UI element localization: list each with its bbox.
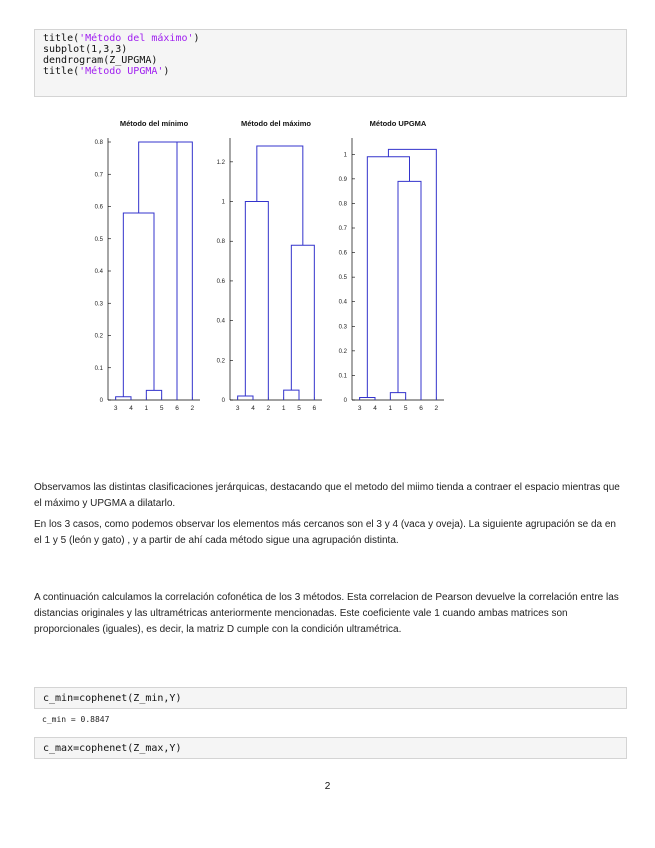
dendrogram-link bbox=[388, 149, 436, 400]
y-tick-label: 0.4 bbox=[338, 299, 347, 306]
x-tick-label: 6 bbox=[419, 405, 423, 410]
y-tick-label: 0 bbox=[221, 398, 225, 404]
y-tick-label: 0.4 bbox=[216, 318, 225, 325]
x-tick-label: 3 bbox=[235, 405, 240, 410]
y-tick-label: 0.2 bbox=[216, 358, 225, 365]
dendrogram-link bbox=[238, 396, 253, 400]
code-cmax-line: c_max=cophenet(Z_max,Y) bbox=[43, 743, 182, 754]
y-tick-label: 0.7 bbox=[94, 172, 103, 179]
x-tick-label: 5 bbox=[403, 405, 408, 410]
dendrogram-link bbox=[291, 245, 314, 400]
code-cell-cmax[interactable] bbox=[34, 737, 627, 759]
code-cell-top[interactable] bbox=[34, 29, 627, 97]
y-tick-label: 1.2 bbox=[216, 159, 225, 166]
x-tick-label: 1 bbox=[144, 405, 149, 410]
y-tick-label: 0.5 bbox=[94, 236, 103, 243]
y-tick-label: 0.1 bbox=[338, 373, 347, 380]
chart-title: Método del máximo bbox=[240, 119, 312, 128]
y-tick-label: 1 bbox=[221, 199, 225, 206]
chart-title: Método UPGMA bbox=[369, 119, 427, 128]
paragraph-closest-elements: En los 3 casos, como podemos observar los elementos más cercanos son el 3 y 4 (vaca y oveja). La siguiente agrupación se da en el 1 y 5 (león y gato) , y a partir de ahí cada método sigue una agrupación distinta. bbox=[34, 519, 616, 546]
page-number: 2 bbox=[324, 781, 331, 792]
x-tick-label: 6 bbox=[175, 405, 179, 410]
dendrogram-link bbox=[158, 142, 192, 400]
x-tick-label: 2 bbox=[190, 405, 195, 410]
x-tick-label: 5 bbox=[159, 405, 164, 410]
y-tick-label: 0 bbox=[343, 398, 347, 404]
y-tick-label: 0.3 bbox=[338, 324, 347, 331]
dendrogram-link bbox=[245, 202, 268, 400]
y-tick-label: 0.6 bbox=[94, 204, 103, 211]
code-cmin-line: c_min=cophenet(Z_min,Y) bbox=[43, 693, 182, 704]
y-tick-label: 0.1 bbox=[94, 365, 103, 372]
dendrogram-link bbox=[390, 393, 405, 400]
paragraph-cophenetic-intro: A continuación calculamos la correlación cofonética de los 3 métodos. Esta correlacion de Pearson devuelve la correlación entre las distancias originales y las ultramétricas anteriormente mencionadas. Este coeficiente vale 1 cuando ambas matrices son proporcionales (iguales), es decir, la matriz D cumple con la condición ultramétrica. bbox=[34, 592, 619, 635]
dendrogram-link bbox=[257, 146, 303, 245]
x-tick-label: 2 bbox=[266, 405, 271, 410]
y-tick-label: 0 bbox=[99, 398, 103, 404]
dendrogram-link bbox=[360, 398, 375, 400]
y-tick-label: 0.2 bbox=[94, 333, 103, 340]
output-cmin: c_min = 0.8847 bbox=[42, 715, 110, 724]
code-line-1: title('Método del máximo') bbox=[43, 33, 200, 44]
x-tick-label: 3 bbox=[113, 405, 118, 410]
dendrogram-panel-3 bbox=[339, 119, 444, 410]
y-tick-label: 0.8 bbox=[338, 201, 347, 208]
x-tick-label: 4 bbox=[373, 405, 377, 410]
y-tick-label: 1 bbox=[343, 152, 347, 159]
x-tick-label: 4 bbox=[251, 405, 255, 410]
chart-title: Método del mínimo bbox=[119, 119, 189, 128]
code-cell-cmin[interactable] bbox=[34, 687, 627, 709]
y-tick-label: 0.8 bbox=[216, 239, 225, 246]
dendrogram-link bbox=[123, 213, 154, 397]
code-line-3: dendrogram(Z_UPGMA) bbox=[43, 55, 158, 66]
x-tick-label: 1 bbox=[388, 405, 393, 410]
dendrogram-link bbox=[116, 397, 131, 400]
dendrogram-figure bbox=[60, 110, 580, 410]
x-tick-label: 2 bbox=[434, 405, 439, 410]
y-tick-label: 0.4 bbox=[94, 269, 103, 275]
paragraph-observations: Observamos las distintas clasificaciones jerárquicas, destacando que el metodo del miimo tienda a contraer el espacio mientras que el máximo y UPGMA a dilatarlo. bbox=[34, 482, 620, 509]
y-tick-label: 0.6 bbox=[338, 250, 347, 257]
y-tick-label: 0.2 bbox=[338, 348, 347, 355]
y-tick-label: 0.6 bbox=[216, 278, 225, 285]
dendrogram-link bbox=[398, 181, 421, 400]
dendrogram-panel-2 bbox=[217, 119, 322, 410]
y-tick-label: 0.3 bbox=[94, 301, 103, 308]
dendrogram-link bbox=[367, 157, 409, 398]
dendrogram-link bbox=[284, 390, 299, 400]
x-tick-label: 5 bbox=[297, 405, 301, 410]
x-tick-label: 1 bbox=[281, 405, 286, 410]
x-tick-label: 4 bbox=[129, 405, 133, 410]
code-line-4: title('Método UPGMA') bbox=[43, 66, 170, 77]
dendrogram-link bbox=[139, 142, 177, 400]
y-tick-label: 0.5 bbox=[338, 275, 347, 282]
dendrogram-panel-1 bbox=[95, 119, 200, 410]
y-tick-label: 0.9 bbox=[338, 176, 347, 183]
x-tick-label: 6 bbox=[312, 405, 317, 410]
y-tick-label: 0.8 bbox=[94, 140, 103, 146]
y-tick-label: 0.7 bbox=[338, 226, 347, 232]
x-tick-label: 3 bbox=[357, 405, 362, 410]
dendrogram-link bbox=[146, 390, 161, 400]
code-line-2: subplot(1,3,3) bbox=[43, 44, 128, 55]
